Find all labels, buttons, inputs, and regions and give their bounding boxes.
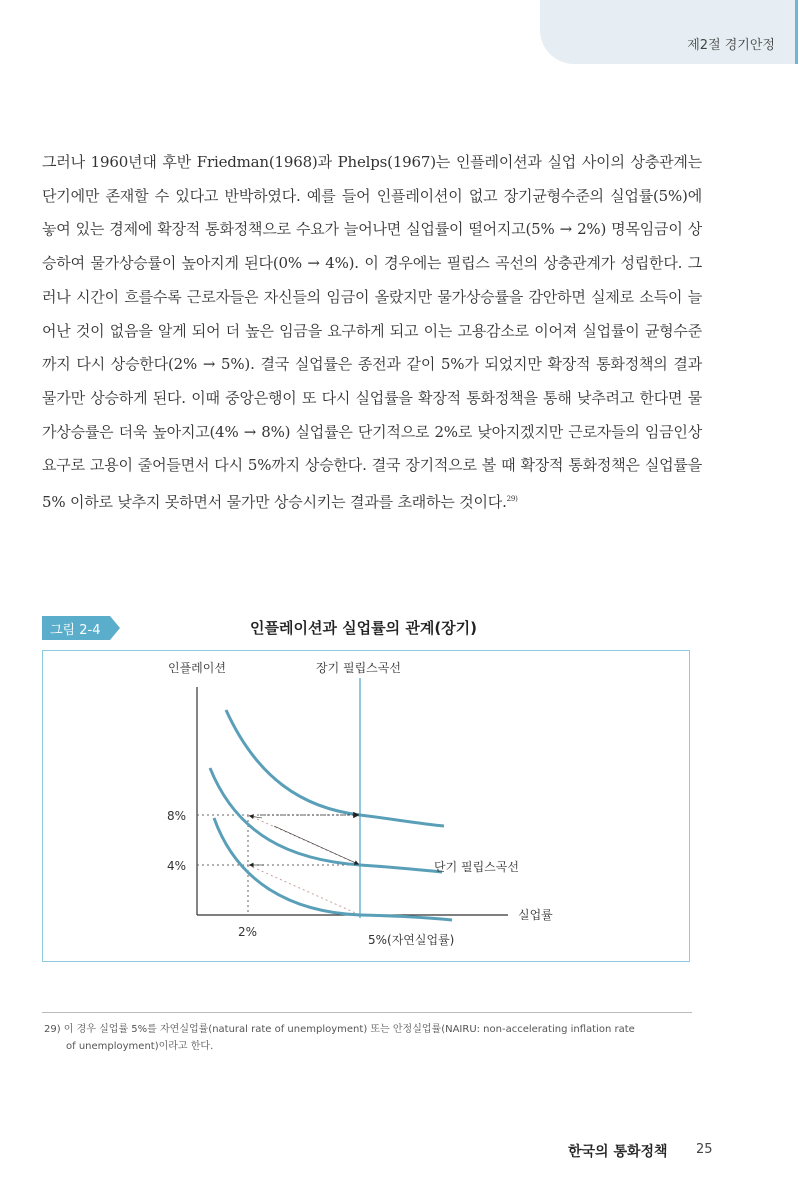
adjust-path-lower: [248, 865, 360, 915]
y-tick-8: 8%: [167, 809, 187, 823]
figure-title: 인플레이션과 실업률의 관계(장기): [250, 619, 478, 637]
phillips-curve-chart: [42, 650, 690, 962]
x-tick-2: 2%: [238, 925, 258, 939]
footnote-rule: [42, 1012, 692, 1013]
footnote-ref: 29): [506, 495, 518, 504]
page-number: 25: [696, 1142, 713, 1157]
figure-label-text: 그림 2-4: [50, 623, 101, 638]
paragraph-text: 그러나 1960년대 후반 Friedman(1968)과 Phelps(1967)는 인플레이션과 실업 사이의 상충관계는 단기에만 존재할 수 있다고 반박하였다. 예를 들어 인플레이션이 없고 장기균형수준의 실업률(5%)에 놓여 있는 경제에 확장적 통화정책으로 수요가 늘어나면 실업률이 떨어지고(5% → 2%) 명목임금이 상승하여 물가상승률이 높아지게 된다(0% → 4%). 이 경우에는 필립스 곡선의 상충관계가 성립한다. 그러나 시간이 흐를수록 근로자들은 자신들의 임금이 올랐지만 물가상승률을 감안하면 실제로 소득이 늘어난 것이 없음을 알게 되어 더 높은 임금을 요구하게 되고 이는 고용감소로 이어져 실업률이 균형수준까지 다시 상승한다(2% → 5%). 결국 실업률은 종전과 같이 5%가 되었지만 확장적 통화정책의 결과 물가만 상승하게 된다. 이때 중앙은행이 또 다시 실업률을 확장적 통화정책을 통해 낮추려고 한다면 물가상승률은 더욱 높아지고(4% → 8%) 실업률은 단기적으로 2%로 낮아지겠지만 근로자들의 임금인상 요구로 고용이 줄어들면서 다시 5%까지 상승한다. 결국 장기적으로 볼 때 확장적 통화정책은 실업률을 5% 이하로 낮추지 못하면서 물가만 상승시키는 결과를 초래하는 것이다.: [42, 153, 702, 512]
y-tick-4: 4%: [167, 859, 187, 873]
body-text: [42, 146, 702, 520]
x-axis-label: 실업률: [518, 908, 553, 922]
figure-label: [42, 616, 120, 640]
arrow-8pct-left: [250, 816, 262, 818]
header-tab: [540, 0, 798, 64]
section-title: 제2절 경기안정: [687, 38, 775, 53]
short-run-curve-8: [226, 710, 444, 826]
x-tick-5: 5%(자연실업률): [368, 933, 455, 947]
footer-title: 한국의 통화정책: [568, 1144, 668, 1160]
footnote: [44, 1021, 694, 1055]
footnote-line-1: 29) 이 경우 실업률 5%를 자연실업률(natural rate of unemployment) 또는 안정실업률(NAIRU: non-accelerating inflation rate: [44, 1024, 635, 1035]
body-paragraph: [42, 146, 702, 520]
short-run-label: 단기 필립스곡선: [434, 860, 519, 874]
footnote-line-2: of unemployment)이라고 한다.: [66, 1041, 214, 1052]
long-run-label: 장기 필립스곡선: [316, 661, 401, 675]
y-axis-label: 인플레이션: [168, 661, 226, 675]
